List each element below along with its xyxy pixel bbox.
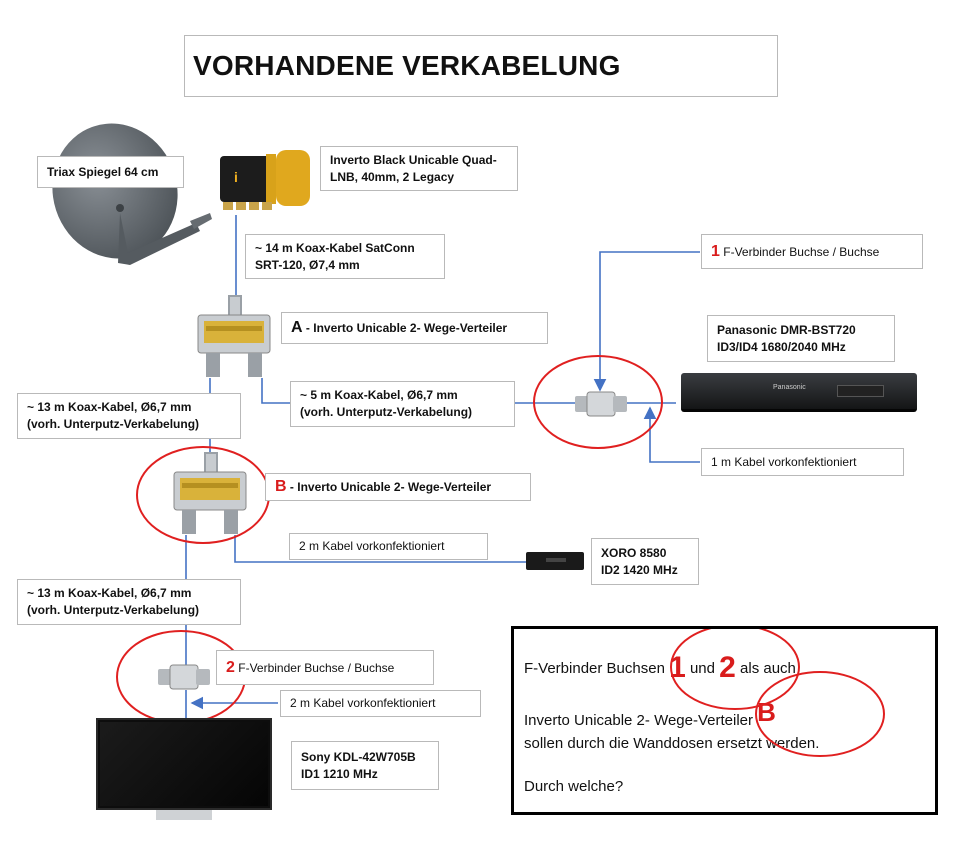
label-dish <box>37 156 184 188</box>
xoro-receiver <box>526 552 584 570</box>
splitter-b-icon <box>170 452 250 542</box>
panasonic-brand-label: Panasonic <box>773 384 806 391</box>
question-line-3: sollen durch die Wanddosen ersetzt werden. <box>524 735 820 752</box>
splitter-b-letter: B <box>275 478 287 495</box>
question-highlights <box>514 629 935 812</box>
question-num-2: 2 <box>719 651 736 684</box>
label-connector-1 <box>701 234 923 269</box>
label-cable-2m-xoro <box>289 533 488 560</box>
sony-tv <box>96 718 272 822</box>
label-lnb <box>320 146 518 191</box>
dish-text: Triax Spiegel 64 cm <box>47 164 159 179</box>
label-splitter-b <box>265 473 531 501</box>
highlight-question-1-2 <box>671 629 799 709</box>
label-cable-13m-b <box>17 579 241 625</box>
splitter-a-text: - Inverto Unicable 2- Wege-Verteiler <box>305 321 508 335</box>
question-line-1-post: als auch <box>740 660 796 677</box>
cable1m-text: 1 m Kabel vorkonfektioniert <box>711 454 857 469</box>
cable13a-text-1: ~ 13 m Koax-Kabel, Ø6,7 mm <box>27 400 192 414</box>
splitter-a-icon <box>194 295 274 385</box>
lnb-icon <box>218 150 313 220</box>
question-num-1: 1 <box>669 651 686 684</box>
f-connector-1-icon <box>575 390 627 418</box>
label-connector-2 <box>216 650 434 685</box>
question-line-1-pre: F-Verbinder Buchsen <box>524 660 665 677</box>
sony-text-1: Sony KDL-42W705B <box>301 749 416 764</box>
panasonic-text-1: Panasonic DMR-BST720 <box>717 322 856 337</box>
page-title: VORHANDENE VERKABELUNG <box>184 35 778 97</box>
cable5-text-1: ~ 5 m Koax-Kabel, Ø6,7 mm <box>300 388 458 402</box>
label-sony <box>291 741 439 790</box>
xoro-text-2: ID2 1420 MHz <box>601 562 678 577</box>
lnb-text-1: Inverto Black Unicable Quad- <box>330 152 497 167</box>
label-splitter-a <box>281 312 548 344</box>
lnb-text-2: LNB, 40mm, 2 Legacy <box>330 169 455 184</box>
connector-2-text: F-Verbinder Buchse / Buchse <box>238 660 395 675</box>
highlight-question-b <box>756 672 884 756</box>
panasonic-text-2: ID3/ID4 1680/2040 MHz <box>717 339 846 354</box>
xoro-text-1: XORO 8580 <box>601 545 667 560</box>
question-line-2-pre: Inverto Unicable 2- Wege-Verteiler <box>524 712 753 729</box>
splitter-b-text: - Inverto Unicable 2- Wege-Verteiler <box>289 480 492 494</box>
satellite-dish-icon <box>50 113 220 278</box>
panasonic-recorder <box>677 367 925 417</box>
cable14-text-2: SRT-120, Ø7,4 mm <box>255 257 360 272</box>
label-xoro <box>591 538 699 585</box>
label-cable-13m-a <box>17 393 241 439</box>
question-letter-b: B <box>757 697 776 727</box>
splitter-a-letter: A <box>291 319 303 336</box>
sony-text-2: ID1 1210 MHz <box>301 766 378 781</box>
label-panasonic <box>707 315 895 362</box>
f-connector-2-icon <box>158 663 210 691</box>
connector-1-num: 1 <box>711 242 720 260</box>
cable13a-text-2: (vorh. Unterputz-Verkabelung) <box>27 417 200 431</box>
label-cable-2m-tv <box>280 690 481 717</box>
connector-2-num: 2 <box>226 658 235 676</box>
cable13b-text-1: ~ 13 m Koax-Kabel, Ø6,7 mm <box>27 586 192 600</box>
cable14-text-1: ~ 14 m Koax-Kabel SatConn <box>255 240 415 255</box>
cable13b-text-2: (vorh. Unterputz-Verkabelung) <box>27 603 200 617</box>
label-cable-1m <box>701 448 904 476</box>
question-line-1-mid: und <box>689 660 715 677</box>
cable5-text-2: (vorh. Unterputz-Verkabelung) <box>300 405 473 419</box>
question-box <box>511 626 938 815</box>
question-line-4: Durch welche? <box>524 778 624 795</box>
label-cable-5m <box>290 381 515 427</box>
cable2m-tv-text: 2 m Kabel vorkonfektioniert <box>290 696 436 710</box>
label-cable-14m <box>245 234 445 279</box>
cable2m-xoro-text: 2 m Kabel vorkonfektioniert <box>299 539 445 553</box>
connector-1-text: F-Verbinder Buchse / Buchse <box>723 244 880 259</box>
svg-text:i: i <box>234 169 238 185</box>
